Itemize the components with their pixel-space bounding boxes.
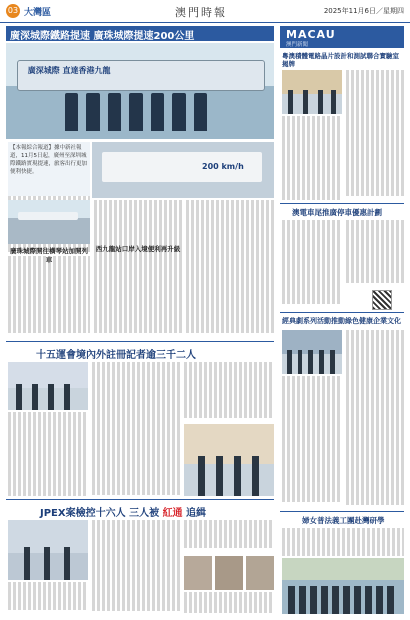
page-header: [0, 0, 410, 23]
macau-label-cn: 澳門新聞: [286, 42, 309, 48]
body-col8: [92, 520, 180, 616]
portrait-2: [215, 556, 243, 590]
body-col6: [184, 362, 274, 422]
right-body-3: [282, 220, 342, 310]
headline-3-accent: 紅通: [162, 508, 183, 519]
subhead-1: 廣珠城際開往橫琴站加開列車: [10, 247, 88, 264]
right-divider-1: [280, 203, 404, 204]
lab-opening-photo: [282, 70, 342, 114]
macau-section-header: [280, 26, 404, 48]
right-headline-1: 粵澳積體電路晶片設計和測試聯合實驗室揭牌: [282, 52, 399, 68]
headline-3-part2: 三人被: [129, 508, 160, 519]
section-name: 大灣區: [24, 8, 52, 18]
subhead-2: 西九龍站口岸入境便利再升級: [95, 245, 181, 253]
court-photo: [8, 520, 88, 580]
body-col1: [8, 256, 90, 338]
right-headline-2: 澳電車尾推廣停車優惠計劃: [292, 208, 382, 217]
right-body-1: [282, 116, 342, 200]
macau-label: MACAU: [286, 28, 336, 41]
wanted-photos: [184, 556, 274, 590]
body-col5: [92, 362, 180, 496]
headline-2: 十五運會境內外註冊記者逾三千二人: [36, 350, 196, 361]
issue-date: 2025年11月6日／星期四: [323, 7, 404, 15]
portrait-3: [246, 556, 274, 590]
right-divider-2: [280, 312, 404, 313]
right-divider-3: [280, 511, 404, 512]
station-photo: [8, 200, 90, 244]
divider-1: [6, 341, 274, 342]
right-body-5: [282, 376, 342, 508]
portrait-1: [184, 556, 212, 590]
press-conference-photo: [8, 362, 88, 410]
right-headline-3: 經典劇系列活動推動綠色健康企業文化: [282, 317, 401, 325]
right-body-4: [346, 220, 404, 286]
train-speed-photo: [92, 142, 274, 198]
body-col3: [186, 200, 274, 338]
group-photo: [282, 558, 404, 614]
body-col7: [8, 582, 88, 616]
right-body-7: [282, 528, 404, 556]
body-col4: [8, 412, 88, 496]
masthead: 澳門時報: [175, 6, 227, 19]
lead-photo-train-launch: [6, 43, 274, 139]
headline-3-part3: 追緝: [186, 508, 207, 519]
body-col2: [94, 200, 182, 338]
headline-3: [40, 504, 206, 519]
page-number: 03: [6, 4, 20, 18]
body-col10: [184, 592, 274, 616]
divider-2: [6, 499, 274, 500]
speed-display: 200 km/h: [202, 162, 244, 171]
lead-caption: 【本報綜合報道】據中新社報道，11月5日起，廣州至深圳城際鐵路實現提速，旅客出行更加便利快捷。: [8, 142, 90, 196]
qr-code: [372, 290, 392, 310]
culture-event-photo: [282, 330, 342, 374]
event-photo: [184, 424, 274, 496]
headline-3-part1: JPEX案檢控十六人: [40, 508, 126, 519]
right-body-6: [346, 330, 404, 508]
right-body-2: [346, 70, 404, 200]
body-col9: [184, 520, 274, 554]
lead-banner-text: 廣深城際 直達香港九龍: [27, 66, 111, 76]
lead-headline: 廣深城際鐵路提速 廣珠城際提速200公里: [10, 31, 195, 42]
right-headline-4: 婦女普法義工團赴灣研學: [302, 516, 385, 525]
lead-headline-bar: [6, 26, 274, 41]
